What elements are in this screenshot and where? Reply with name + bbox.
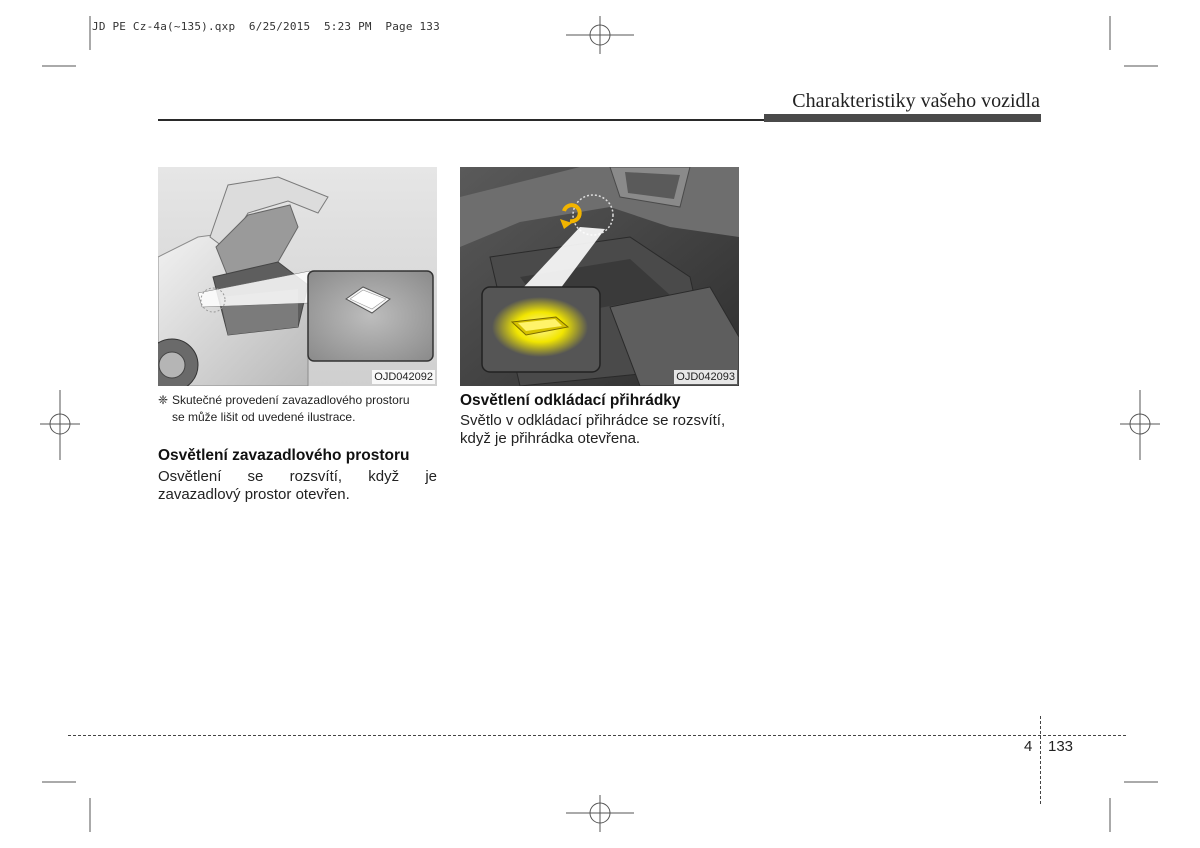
footer-rule — [68, 735, 1126, 736]
glovebox-light-heading: Osvětlení odkládací přihrádky — [460, 392, 681, 409]
glovebox-drawing — [460, 167, 739, 386]
trunk-light-section — [158, 447, 437, 504]
trunk-light-text-line-2: zavazadlový prostor otevřen. — [158, 486, 350, 503]
figure-code: OJD042093 — [676, 371, 735, 383]
note-symbol: ❈ — [158, 393, 169, 407]
print-slug: JD PE Cz-4a(~135).qxp 6/25/2015 5:23 PM Page 133 — [92, 20, 440, 33]
top-registration-target — [566, 16, 634, 54]
trunk-light-heading: Osvětlení zavazadlového prostoru — [158, 447, 410, 464]
bottom-registration-target — [566, 795, 634, 832]
trunk-light-illustration — [158, 167, 437, 386]
section-title: Charakteristiky vašeho vozidla — [792, 90, 1040, 112]
left-registration-target — [40, 390, 80, 460]
note-line-2: se může lišit od uvedené ilustrace. — [172, 410, 356, 424]
header-rule-accent — [764, 114, 1041, 122]
page-number: 133 — [1048, 738, 1074, 755]
trunk-light-text-line-1: Osvětlení se rozsvítí, když je — [158, 468, 437, 485]
note-line-1: Skutečné provedení zavazadlového prostoru — [172, 393, 410, 407]
footer-divider — [1040, 716, 1041, 804]
right-registration-target — [1120, 390, 1160, 460]
car-trunk-drawing — [158, 167, 437, 386]
glovebox-light-text-line-2: když je přihrádka otevřena. — [460, 430, 641, 447]
glovebox-light-section — [460, 392, 742, 448]
header-rule — [158, 119, 768, 121]
chapter-number: 4 — [1024, 738, 1033, 755]
glovebox-light-text-line-1: Světlo v odkládací přihrádce se rozsvítí, — [460, 412, 726, 429]
illustration-note — [158, 392, 440, 426]
figure-code: OJD042092 — [374, 371, 433, 383]
glovebox-light-illustration — [460, 167, 739, 386]
glovebox-lamp — [492, 297, 588, 357]
